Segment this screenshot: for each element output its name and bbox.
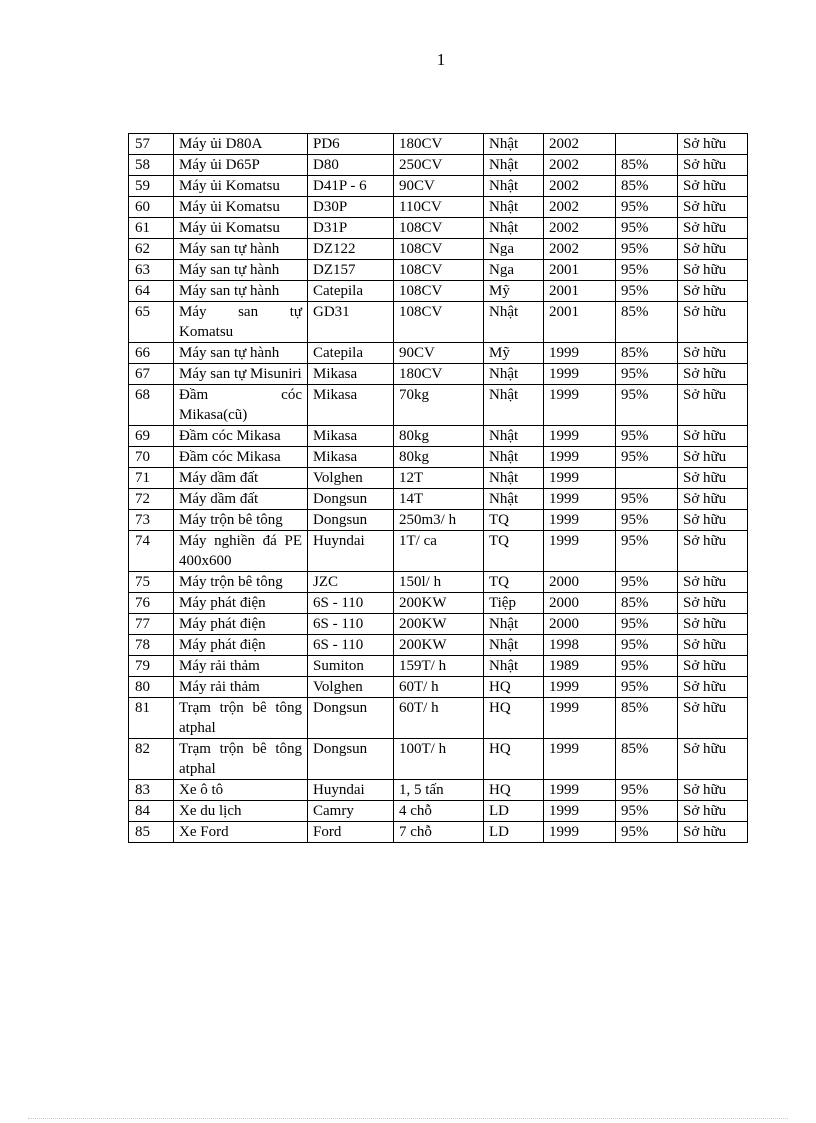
- cell-quality: 95%: [616, 510, 678, 531]
- table-row: [129, 801, 748, 822]
- table-row: [129, 260, 748, 281]
- cell-model: Huyndai: [308, 531, 394, 572]
- cell-origin: TQ: [484, 510, 544, 531]
- table-row: [129, 780, 748, 801]
- table-row: [129, 426, 748, 447]
- cell-capacity: 200KW: [394, 614, 484, 635]
- cell-number: 84: [129, 801, 174, 822]
- cell-ownership: Sở hữu: [678, 134, 748, 155]
- table-row: [129, 343, 748, 364]
- cell-capacity: 70kg: [394, 385, 484, 426]
- cell-equipment-name: Đầm cóc Mikasa(cũ): [174, 385, 308, 426]
- table-row: [129, 572, 748, 593]
- cell-quality: 95%: [616, 822, 678, 843]
- cell-ownership: Sở hữu: [678, 635, 748, 656]
- cell-number: 83: [129, 780, 174, 801]
- cell-model: D31P: [308, 218, 394, 239]
- footer-dotted-rule: [28, 1118, 788, 1119]
- table-row: [129, 698, 748, 739]
- cell-origin: Mỹ: [484, 343, 544, 364]
- cell-equipment-name: Máy ủi Komatsu: [174, 176, 308, 197]
- cell-origin: Tiệp: [484, 593, 544, 614]
- cell-quality: 95%: [616, 635, 678, 656]
- cell-model: D30P: [308, 197, 394, 218]
- cell-number: 69: [129, 426, 174, 447]
- cell-model: Mikasa: [308, 364, 394, 385]
- cell-model: GD31: [308, 302, 394, 343]
- table-row: [129, 635, 748, 656]
- cell-year: 1999: [544, 468, 616, 489]
- cell-equipment-name: Máy dầm đất: [174, 489, 308, 510]
- cell-model: Dongsun: [308, 739, 394, 780]
- cell-quality: 95%: [616, 656, 678, 677]
- cell-year: 2001: [544, 302, 616, 343]
- cell-ownership: Sở hữu: [678, 572, 748, 593]
- cell-origin: Nhật: [484, 218, 544, 239]
- cell-year: 2002: [544, 155, 616, 176]
- cell-origin: TQ: [484, 572, 544, 593]
- cell-capacity: 159T/ h: [394, 656, 484, 677]
- table-row: [129, 239, 748, 260]
- cell-year: 2002: [544, 176, 616, 197]
- cell-quality: [616, 468, 678, 489]
- cell-ownership: Sở hữu: [678, 531, 748, 572]
- cell-year: 2002: [544, 239, 616, 260]
- cell-equipment-name: Máy trộn bê tông: [174, 572, 308, 593]
- cell-quality: 85%: [616, 176, 678, 197]
- cell-quality: 85%: [616, 343, 678, 364]
- table-row: [129, 218, 748, 239]
- cell-quality: 95%: [616, 447, 678, 468]
- cell-capacity: 80kg: [394, 447, 484, 468]
- table-row: [129, 302, 748, 343]
- cell-number: 68: [129, 385, 174, 426]
- table-row: [129, 197, 748, 218]
- cell-capacity: 7 chỗ: [394, 822, 484, 843]
- cell-capacity: 80kg: [394, 426, 484, 447]
- cell-capacity: 250m3/ h: [394, 510, 484, 531]
- table-row: [129, 385, 748, 426]
- table-row: [129, 468, 748, 489]
- cell-number: 72: [129, 489, 174, 510]
- cell-year: 1999: [544, 426, 616, 447]
- cell-model: Sumiton: [308, 656, 394, 677]
- cell-ownership: Sở hữu: [678, 489, 748, 510]
- cell-ownership: Sở hữu: [678, 197, 748, 218]
- table-row: [129, 489, 748, 510]
- cell-number: 62: [129, 239, 174, 260]
- cell-capacity: 200KW: [394, 593, 484, 614]
- cell-model: 6S - 110: [308, 635, 394, 656]
- cell-number: 64: [129, 281, 174, 302]
- cell-year: 1999: [544, 510, 616, 531]
- cell-year: 1999: [544, 531, 616, 572]
- cell-origin: Nhật: [484, 614, 544, 635]
- cell-year: 1999: [544, 801, 616, 822]
- cell-number: 71: [129, 468, 174, 489]
- cell-equipment-name: Đầm cóc Mikasa: [174, 426, 308, 447]
- cell-year: 2000: [544, 593, 616, 614]
- cell-year: 2001: [544, 281, 616, 302]
- cell-year: 1998: [544, 635, 616, 656]
- cell-year: 1999: [544, 489, 616, 510]
- cell-number: 63: [129, 260, 174, 281]
- cell-equipment-name: Máy san tự hành: [174, 343, 308, 364]
- cell-equipment-name: Xe du lịch: [174, 801, 308, 822]
- cell-ownership: Sở hữu: [678, 155, 748, 176]
- cell-model: D80: [308, 155, 394, 176]
- cell-equipment-name: Xe ô tô: [174, 780, 308, 801]
- cell-capacity: 180CV: [394, 134, 484, 155]
- cell-number: 79: [129, 656, 174, 677]
- cell-model: Catepila: [308, 281, 394, 302]
- cell-origin: Nhật: [484, 176, 544, 197]
- cell-quality: 85%: [616, 593, 678, 614]
- cell-equipment-name: Trạm trộn bê tông atphal: [174, 698, 308, 739]
- cell-equipment-name: Máy ủi Komatsu: [174, 197, 308, 218]
- cell-number: 66: [129, 343, 174, 364]
- cell-ownership: Sở hữu: [678, 801, 748, 822]
- cell-equipment-name: Máy san tự Komatsu: [174, 302, 308, 343]
- cell-year: 1999: [544, 780, 616, 801]
- cell-quality: 95%: [616, 260, 678, 281]
- cell-equipment-name: Máy nghiền đá PE 400x600: [174, 531, 308, 572]
- cell-number: 67: [129, 364, 174, 385]
- cell-number: 80: [129, 677, 174, 698]
- cell-year: 2002: [544, 197, 616, 218]
- cell-capacity: 108CV: [394, 218, 484, 239]
- cell-origin: LD: [484, 822, 544, 843]
- cell-model: Dongsun: [308, 510, 394, 531]
- cell-equipment-name: Máy rải thảm: [174, 677, 308, 698]
- cell-capacity: 60T/ h: [394, 677, 484, 698]
- table-row: [129, 656, 748, 677]
- cell-number: 73: [129, 510, 174, 531]
- equipment-table-body: [129, 134, 748, 843]
- page-number: 1: [436, 50, 446, 69]
- cell-equipment-name: Máy ủi D80A: [174, 134, 308, 155]
- cell-origin: Nhật: [484, 468, 544, 489]
- cell-origin: Nhật: [484, 426, 544, 447]
- cell-number: 76: [129, 593, 174, 614]
- cell-capacity: 108CV: [394, 281, 484, 302]
- cell-year: 1999: [544, 364, 616, 385]
- cell-quality: 95%: [616, 218, 678, 239]
- cell-ownership: Sở hữu: [678, 426, 748, 447]
- cell-origin: Nhật: [484, 447, 544, 468]
- cell-model: 6S - 110: [308, 593, 394, 614]
- cell-equipment-name: Máy phát điện: [174, 614, 308, 635]
- cell-number: 65: [129, 302, 174, 343]
- cell-year: 1999: [544, 385, 616, 426]
- cell-ownership: Sở hữu: [678, 510, 748, 531]
- cell-ownership: Sở hữu: [678, 780, 748, 801]
- cell-ownership: Sở hữu: [678, 302, 748, 343]
- cell-quality: [616, 134, 678, 155]
- cell-capacity: 100T/ h: [394, 739, 484, 780]
- cell-model: D41P - 6: [308, 176, 394, 197]
- cell-ownership: Sở hữu: [678, 822, 748, 843]
- table-row: [129, 447, 748, 468]
- cell-quality: 95%: [616, 281, 678, 302]
- cell-equipment-name: Xe Ford: [174, 822, 308, 843]
- cell-year: 2002: [544, 218, 616, 239]
- cell-equipment-name: Máy phát điện: [174, 635, 308, 656]
- cell-number: 85: [129, 822, 174, 843]
- cell-year: 2000: [544, 614, 616, 635]
- cell-equipment-name: Máy ủi D65P: [174, 155, 308, 176]
- cell-capacity: 250CV: [394, 155, 484, 176]
- cell-model: Ford: [308, 822, 394, 843]
- cell-model: Mikasa: [308, 447, 394, 468]
- cell-number: 82: [129, 739, 174, 780]
- cell-origin: Nhật: [484, 302, 544, 343]
- cell-origin: Nhật: [484, 656, 544, 677]
- cell-origin: Mỹ: [484, 281, 544, 302]
- cell-origin: TQ: [484, 531, 544, 572]
- cell-year: 1999: [544, 822, 616, 843]
- cell-capacity: 200KW: [394, 635, 484, 656]
- cell-equipment-name: Máy san tự Misuniri: [174, 364, 308, 385]
- cell-model: Catepila: [308, 343, 394, 364]
- cell-model: Mikasa: [308, 385, 394, 426]
- cell-equipment-name: Máy trộn bê tông: [174, 510, 308, 531]
- cell-model: Volghen: [308, 677, 394, 698]
- cell-quality: 95%: [616, 364, 678, 385]
- cell-model: DZ157: [308, 260, 394, 281]
- cell-year: 2001: [544, 260, 616, 281]
- cell-ownership: Sở hữu: [678, 593, 748, 614]
- cell-origin: Nhật: [484, 134, 544, 155]
- cell-ownership: Sở hữu: [678, 468, 748, 489]
- cell-quality: 85%: [616, 302, 678, 343]
- cell-model: Dongsun: [308, 698, 394, 739]
- cell-capacity: 12T: [394, 468, 484, 489]
- table-row: [129, 739, 748, 780]
- cell-number: 81: [129, 698, 174, 739]
- cell-capacity: 60T/ h: [394, 698, 484, 739]
- cell-number: 60: [129, 197, 174, 218]
- cell-origin: Nhật: [484, 364, 544, 385]
- cell-quality: 95%: [616, 239, 678, 260]
- table-row: [129, 822, 748, 843]
- table-row: [129, 510, 748, 531]
- cell-year: 1989: [544, 656, 616, 677]
- cell-model: DZ122: [308, 239, 394, 260]
- cell-quality: 85%: [616, 698, 678, 739]
- cell-ownership: Sở hữu: [678, 614, 748, 635]
- cell-ownership: Sở hữu: [678, 447, 748, 468]
- cell-capacity: 90CV: [394, 176, 484, 197]
- cell-year: 1999: [544, 698, 616, 739]
- cell-quality: 95%: [616, 677, 678, 698]
- cell-equipment-name: Trạm trộn bê tông atphal: [174, 739, 308, 780]
- table-row: [129, 281, 748, 302]
- cell-quality: 95%: [616, 572, 678, 593]
- cell-quality: 95%: [616, 531, 678, 572]
- cell-origin: LD: [484, 801, 544, 822]
- table-row: [129, 614, 748, 635]
- cell-ownership: Sở hữu: [678, 739, 748, 780]
- cell-equipment-name: Máy ủi Komatsu: [174, 218, 308, 239]
- cell-origin: Nhật: [484, 385, 544, 426]
- cell-equipment-name: Máy san tự hành: [174, 239, 308, 260]
- cell-origin: Nhật: [484, 155, 544, 176]
- table-row: [129, 176, 748, 197]
- cell-capacity: 110CV: [394, 197, 484, 218]
- cell-model: JZC: [308, 572, 394, 593]
- cell-equipment-name: Máy san tự hành: [174, 260, 308, 281]
- cell-capacity: 108CV: [394, 302, 484, 343]
- cell-equipment-name: Máy san tự hành: [174, 281, 308, 302]
- cell-ownership: Sở hữu: [678, 343, 748, 364]
- cell-model: Huyndai: [308, 780, 394, 801]
- cell-number: 58: [129, 155, 174, 176]
- cell-ownership: Sở hữu: [678, 260, 748, 281]
- cell-origin: HQ: [484, 739, 544, 780]
- cell-capacity: 4 chỗ: [394, 801, 484, 822]
- cell-number: 75: [129, 572, 174, 593]
- cell-ownership: Sở hữu: [678, 281, 748, 302]
- cell-capacity: 180CV: [394, 364, 484, 385]
- cell-ownership: Sở hữu: [678, 364, 748, 385]
- cell-quality: 95%: [616, 385, 678, 426]
- cell-ownership: Sở hữu: [678, 218, 748, 239]
- cell-year: 2000: [544, 572, 616, 593]
- cell-number: 61: [129, 218, 174, 239]
- cell-origin: HQ: [484, 780, 544, 801]
- cell-capacity: 1T/ ca: [394, 531, 484, 572]
- cell-quality: 95%: [616, 614, 678, 635]
- table-row: [129, 677, 748, 698]
- cell-model: Mikasa: [308, 426, 394, 447]
- cell-year: 1999: [544, 447, 616, 468]
- cell-ownership: Sở hữu: [678, 656, 748, 677]
- cell-capacity: 90CV: [394, 343, 484, 364]
- cell-capacity: 14T: [394, 489, 484, 510]
- table-row: [129, 593, 748, 614]
- cell-number: 59: [129, 176, 174, 197]
- cell-capacity: 150l/ h: [394, 572, 484, 593]
- cell-quality: 95%: [616, 489, 678, 510]
- cell-number: 74: [129, 531, 174, 572]
- cell-origin: Nga: [484, 239, 544, 260]
- cell-capacity: 1, 5 tấn: [394, 780, 484, 801]
- table-row: [129, 364, 748, 385]
- cell-capacity: 108CV: [394, 260, 484, 281]
- cell-equipment-name: Máy dầm đất: [174, 468, 308, 489]
- cell-ownership: Sở hữu: [678, 677, 748, 698]
- cell-model: Camry: [308, 801, 394, 822]
- cell-quality: 95%: [616, 780, 678, 801]
- cell-quality: 85%: [616, 155, 678, 176]
- table-row: [129, 531, 748, 572]
- cell-equipment-name: Máy rải thảm: [174, 656, 308, 677]
- cell-ownership: Sở hữu: [678, 176, 748, 197]
- table-row: [129, 155, 748, 176]
- cell-model: 6S - 110: [308, 614, 394, 635]
- cell-ownership: Sở hữu: [678, 698, 748, 739]
- cell-origin: HQ: [484, 677, 544, 698]
- cell-origin: Nhật: [484, 635, 544, 656]
- cell-equipment-name: Đầm cóc Mikasa: [174, 447, 308, 468]
- cell-model: PD6: [308, 134, 394, 155]
- table-row: [129, 134, 748, 155]
- cell-year: 1999: [544, 677, 616, 698]
- cell-quality: 95%: [616, 801, 678, 822]
- cell-year: 1999: [544, 343, 616, 364]
- cell-quality: 85%: [616, 739, 678, 780]
- equipment-table: [128, 133, 748, 843]
- cell-origin: Nga: [484, 260, 544, 281]
- cell-ownership: Sở hữu: [678, 385, 748, 426]
- cell-number: 78: [129, 635, 174, 656]
- cell-quality: 95%: [616, 426, 678, 447]
- cell-number: 77: [129, 614, 174, 635]
- cell-ownership: Sở hữu: [678, 239, 748, 260]
- cell-model: Dongsun: [308, 489, 394, 510]
- cell-number: 70: [129, 447, 174, 468]
- cell-equipment-name: Máy phát điện: [174, 593, 308, 614]
- cell-origin: Nhật: [484, 197, 544, 218]
- cell-year: 1999: [544, 739, 616, 780]
- cell-number: 57: [129, 134, 174, 155]
- cell-year: 2002: [544, 134, 616, 155]
- cell-origin: HQ: [484, 698, 544, 739]
- cell-model: Volghen: [308, 468, 394, 489]
- cell-quality: 95%: [616, 197, 678, 218]
- cell-capacity: 108CV: [394, 239, 484, 260]
- cell-origin: Nhật: [484, 489, 544, 510]
